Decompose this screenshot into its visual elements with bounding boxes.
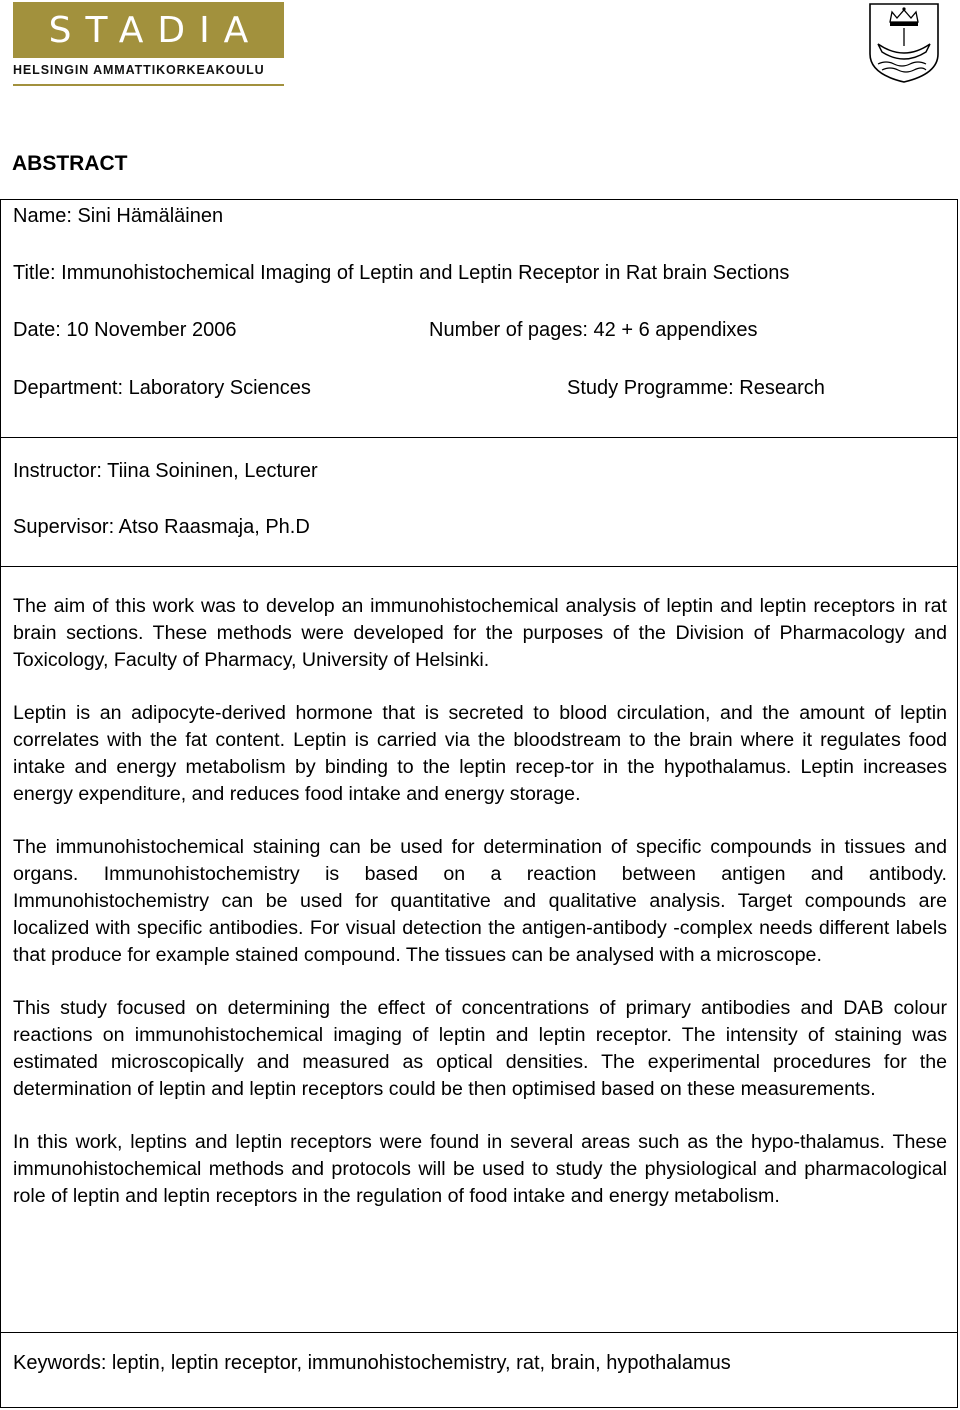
logo-underline <box>13 84 284 86</box>
abstract-paragraph: This study focused on determining the effect of concentrations of primary antibodies and DAB colour reactions on immunohistochemical imaging of leptin and leptin receptor. The intensity of staining was estimated microscopically and measured as optical densities. The experimental procedures for the determination of leptin and leptin receptors could be then optimised based on these measurements. <box>13 997 947 1100</box>
supervisor: Supervisor: Atso Raasmaja, Ph.D <box>13 516 310 538</box>
divider <box>1 1332 957 1333</box>
abstract-paragraph: In this work, leptins and leptin receptors were found in several areas such as the hypo-thalamus. These immunohistochemical methods and protocols will be used to study the physiological and pharmacological role of leptin and leptin receptors in the regulation of food intake and energy metabolism. <box>13 1131 947 1207</box>
abstract-paragraph: Leptin is an adipocyte-derived hormone that is secreted to blood circulation, and the amount of leptin correlates with the fat content. Leptin is carried via the bloodstream to the brain where it regulates food intake and energy metabolism by binding to the leptin recep-tor in the hypothalamus. Leptin increases energy expenditure, and reduces food intake and energy storage. <box>13 702 947 805</box>
study-programme: Study Programme: Research <box>567 377 825 399</box>
thesis-date: Date: 10 November 2006 <box>13 319 237 341</box>
helsinki-crest-icon <box>866 2 942 84</box>
logo-text: STADIA <box>48 9 263 51</box>
author-name: Name: Sini Hämäläinen <box>13 205 224 227</box>
thesis-title: Title: Immunohistochemical Imaging of Leptin and Leptin Receptor in Rat brain Sections <box>13 262 790 284</box>
divider <box>1 437 957 438</box>
logo-subtitle: HELSINGIN AMMATTIKORKEAKOULU <box>13 63 265 77</box>
abstract-body <box>13 593 947 1236</box>
instructor: Instructor: Tiina Soininen, Lecturer <box>13 460 318 482</box>
stadia-logo <box>13 2 284 58</box>
abstract-heading: ABSTRACT <box>12 152 128 175</box>
page-count: Number of pages: 42 + 6 appendixes <box>429 319 758 341</box>
abstract-paragraph: The immunohistochemical staining can be used for determination of specific compounds in tissues and organs. Immunohistochemistry is based on a reaction between antigen and antibody. Immunohistochemistry can be used for quantitative and qualitative analysis. Target compounds are localized with specific antibodies. For visual detection the antigen-antibody -complex needs different labels that produce for example stained compound. The tissues can be analysed with a microscope. <box>13 836 947 966</box>
abstract-form <box>0 199 958 1408</box>
department: Department: Laboratory Sciences <box>13 377 311 399</box>
divider <box>1 566 957 567</box>
abstract-paragraph: The aim of this work was to develop an immunohistochemical analysis of leptin and leptin receptors in rat brain sections. These methods were developed for the purposes of the Division of Pharmacology and Toxicology, Faculty of Pharmacy, University of Helsinki. <box>13 595 947 671</box>
keywords: Keywords: leptin, leptin receptor, immunohistochemistry, rat, brain, hypothalamus <box>13 1352 731 1374</box>
